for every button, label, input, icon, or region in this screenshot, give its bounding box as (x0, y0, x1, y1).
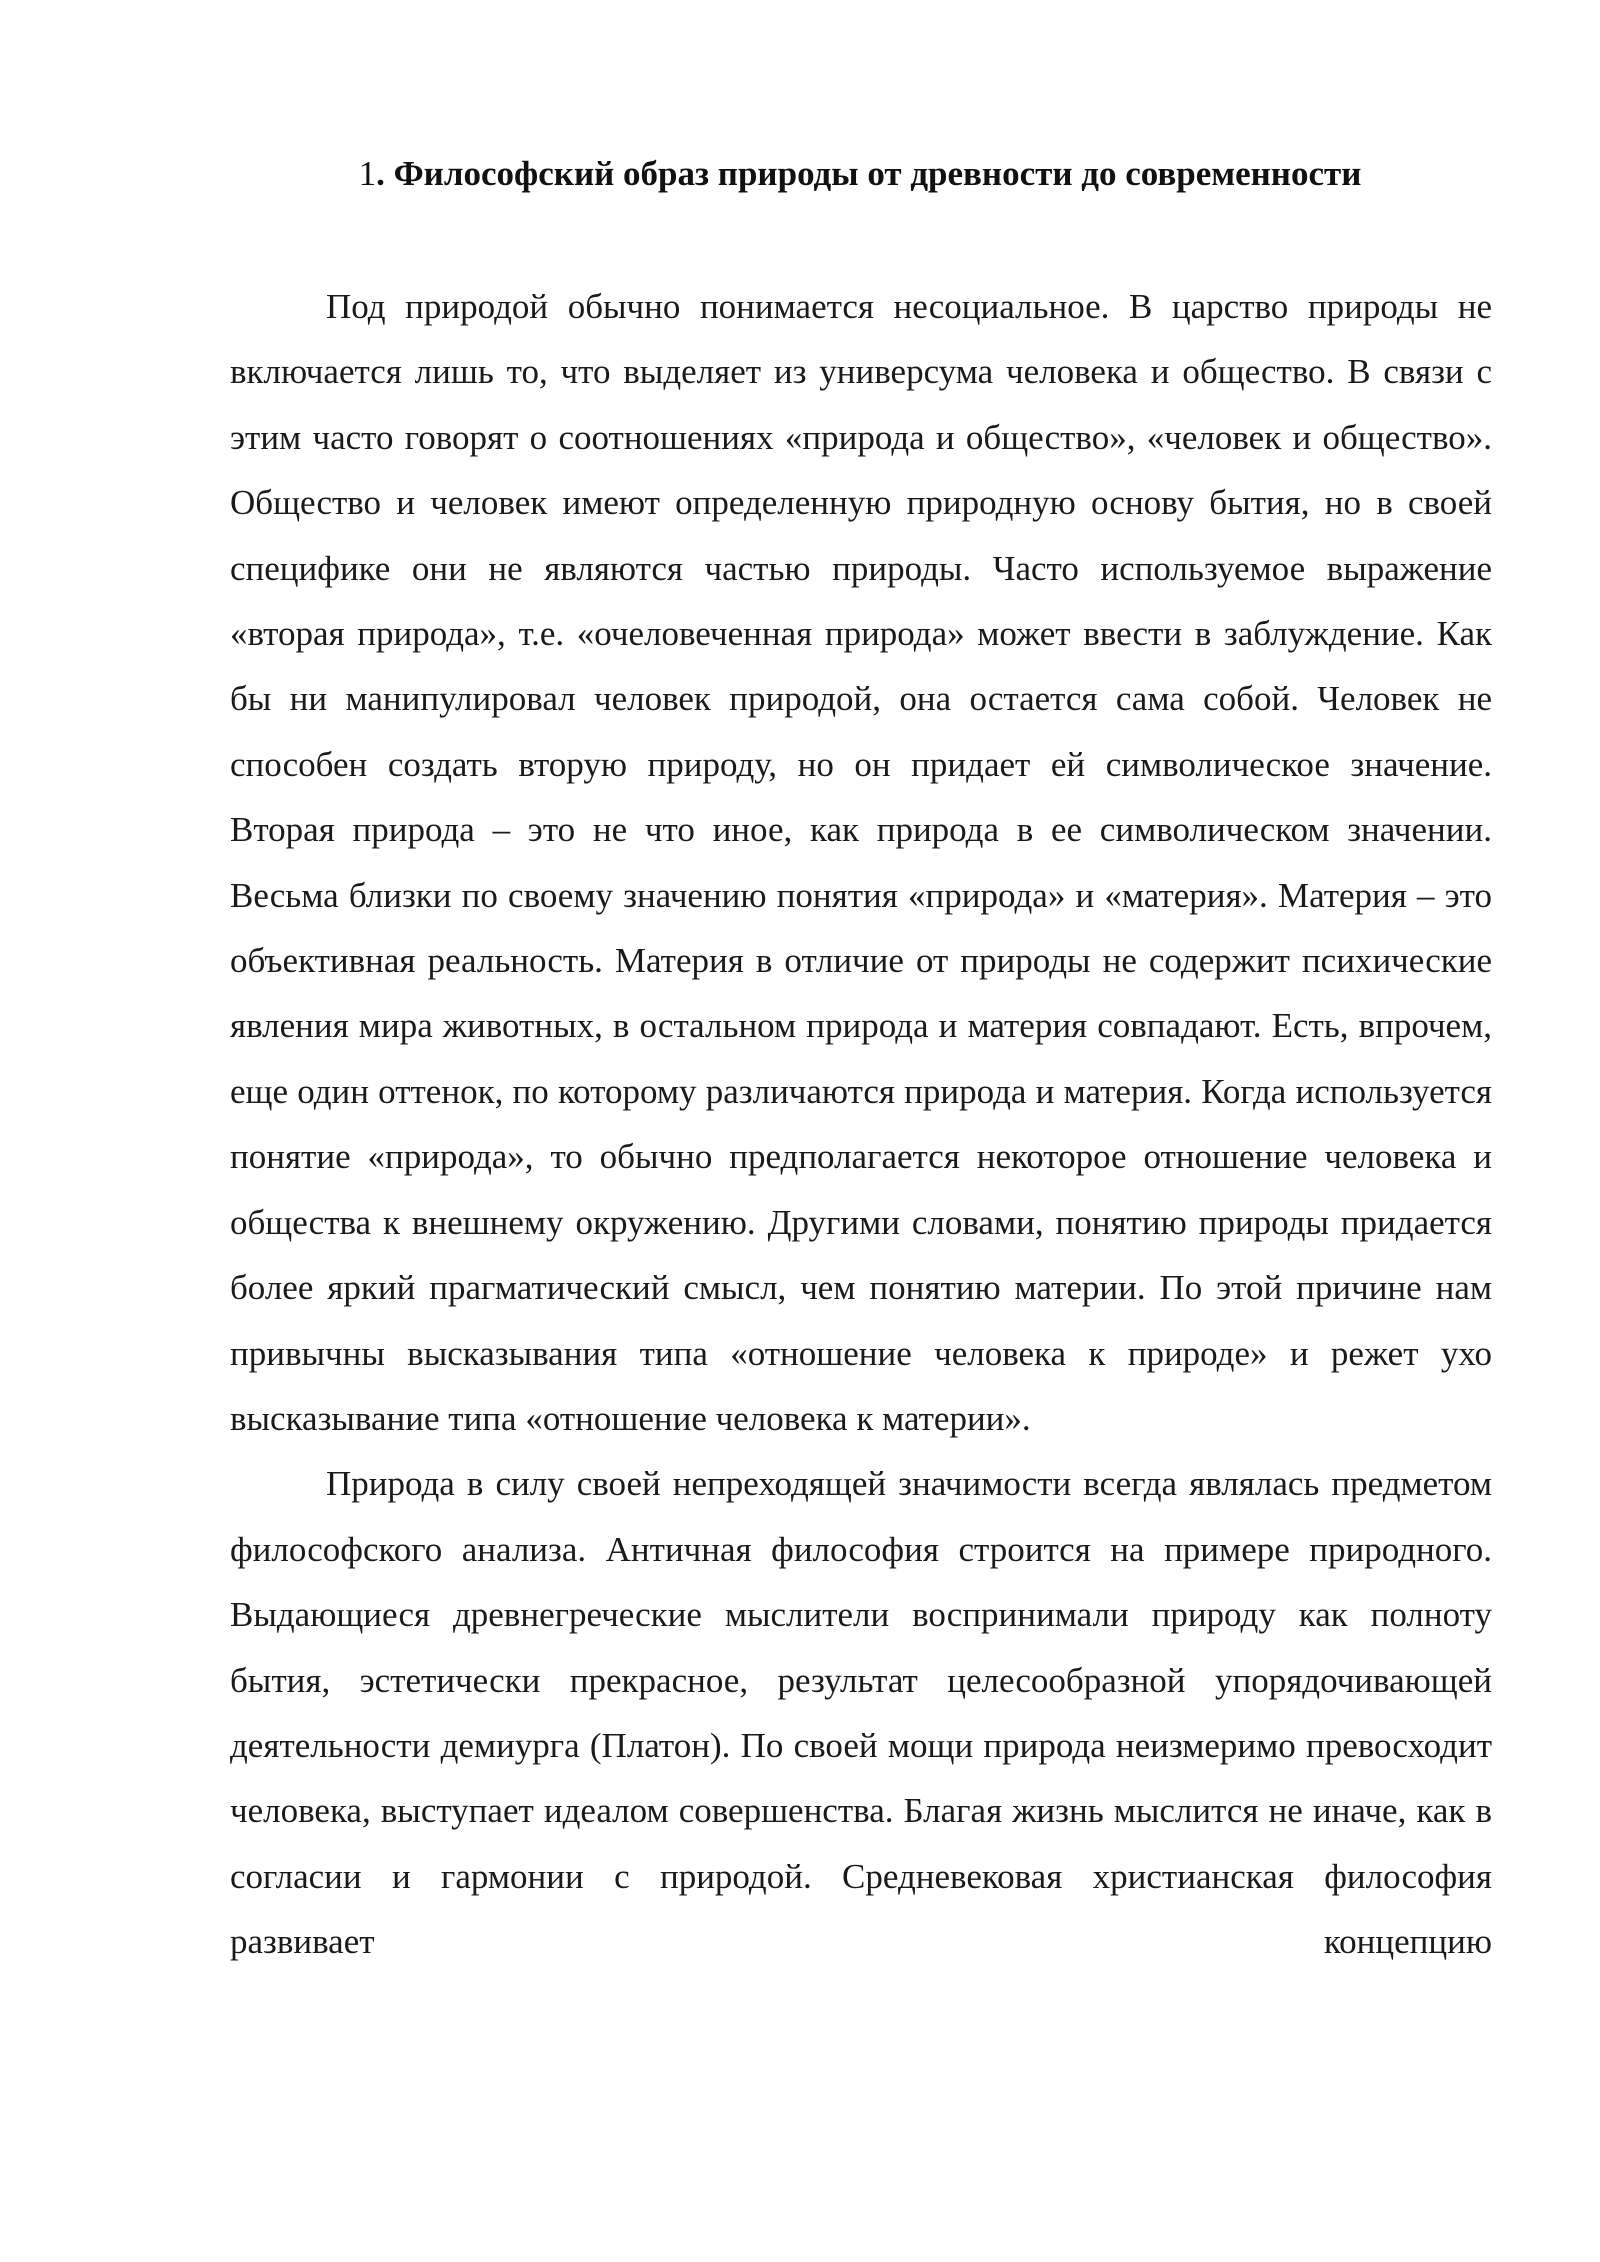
paragraph: Под природой обычно понимается несоциальное. В царство природы не включается лишь то, что выделяет из универсума человека и общество. В связи с этим часто говорят о соотношениях «природа и общество», «человек и общество». Общество и человек имеют определенную природную основу бытия, но в своей специфике они не являются частью природы. Часто используемое выражение «вторая природа», т.е. «очеловеченная природа» может ввести в заблуждение. Как бы ни манипулировал человек природой, она остается сама собой. Человек не способен создать вторую природу, но он придает ей символическое значение. Вторая природа – это не что иное, как природа в ее символическом значении. Весьма близки по своему значению понятия «природа» и «материя». Материя – это объективная реальность. Материя в отличие от природы не содержит психические явления мира животных, в остальном природа и материя совпадают. Есть, впрочем, еще один оттенок, по которому различаются природа и материя. Когда используется понятие «природа», то обычно предполагается некоторое отношение человека и общества к внешнему окружению. Другими словами, понятию природы придается более яркий прагматический смысл, чем понятию материи. По этой причине нам привычны высказывания типа «отношение человека к природе» и режет ухо высказывание типа «отношение человека к материи». (230, 287, 1492, 1438)
section-title: . Философский образ природы от древности до современности (376, 154, 1362, 193)
paragraph: Природа в силу своей непреходящей значимости всегда являлась предметом философского анализа. Античная философия строится на примере природного. Выдающиеся древнегреческие мыслители воспринимали природу как полноту бытия, эстетически прекрасное, результат целесообразной упорядочивающей деятельности демиурга (Платон). По своей мощи природа неизмеримо превосходит человека, выступает идеалом совершенства. Благая жизнь мыслится не иначе, как в согласии и гармонии с природой. Средневековая христианская философия развивает концепцию (230, 1464, 1492, 1962)
section-heading (230, 150, 1490, 198)
body-text (230, 274, 1492, 1975)
section-number: 1 (358, 154, 377, 193)
